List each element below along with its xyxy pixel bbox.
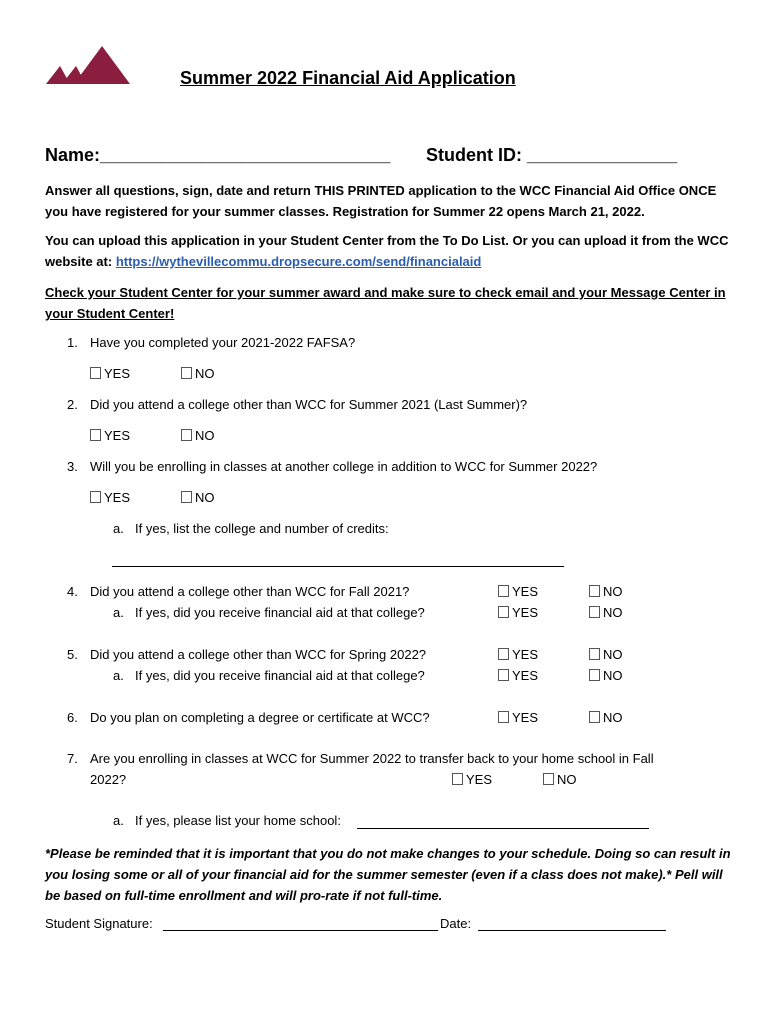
- q4-yes-checkbox[interactable]: YES: [498, 584, 538, 599]
- question-3a: a. If yes, list the college and number of credits:: [113, 521, 389, 536]
- question-6: 6. Do you plan on completing a degree or certificate at WCC?: [67, 710, 430, 725]
- question-2: 2. Did you attend a college other than WCC for Summer 2021 (Last Summer)?: [67, 397, 528, 412]
- student-id-field[interactable]: Student ID: _______________: [426, 145, 678, 165]
- home-school-input-line[interactable]: [357, 814, 649, 829]
- q1-yes-checkbox[interactable]: YES: [90, 366, 130, 381]
- question-3: 3. Will you be enrolling in classes at another college in addition to WCC for Summer 2022?: [67, 459, 598, 474]
- question-4: 4. Did you attend a college other than WCC for Fall 2021?: [67, 584, 410, 599]
- instructions-paragraph: Answer all questions, sign, date and return THIS PRINTED application to the WCC Financial Aid Office ONCE you have registered for your summer classes. Registration for Summer 22 opens March 21, 2022.: [45, 183, 717, 219]
- q3-no-checkbox[interactable]: NO: [181, 490, 215, 505]
- q5a-yes-checkbox[interactable]: YES: [498, 668, 538, 683]
- q6-no-checkbox[interactable]: NO: [589, 710, 623, 725]
- question-4a: a. If yes, did you receive financial aid at that college?: [113, 605, 425, 620]
- q5-yes-checkbox[interactable]: YES: [498, 647, 538, 662]
- student-center-notice: Check your Student Center for your summer award and make sure to check email and your Message Center in your Student Center!: [45, 285, 726, 321]
- reminder-note: *Please be reminded that it is important that you do not make changes to your schedule. Doing so can result in you losing some or all of your financial aid for the summer semester (even if a class does not make).* Pell will be based on full-time enrollment and will pro-rate if not full-time.: [45, 846, 731, 903]
- upload-paragraph: [45, 230, 735, 272]
- q4-no-checkbox[interactable]: NO: [589, 584, 623, 599]
- date-label: Date:: [440, 916, 472, 931]
- q2-yes-checkbox[interactable]: YES: [90, 428, 130, 443]
- q7-no-checkbox[interactable]: NO: [543, 772, 577, 787]
- q4a-no-checkbox[interactable]: NO: [589, 605, 623, 620]
- q4a-yes-checkbox[interactable]: YES: [498, 605, 538, 620]
- date-line[interactable]: [478, 916, 666, 931]
- q5a-no-checkbox[interactable]: NO: [589, 668, 623, 683]
- page-title: Summer 2022 Financial Aid Application: [180, 68, 516, 88]
- q5-no-checkbox[interactable]: NO: [589, 647, 623, 662]
- question-7-continued: 2022?: [90, 772, 127, 787]
- q7-yes-checkbox[interactable]: YES: [452, 772, 492, 787]
- signature-line[interactable]: [163, 916, 438, 931]
- q3a-answer-line[interactable]: [112, 552, 564, 567]
- question-5a: a. If yes, did you receive financial aid at that college?: [113, 668, 425, 683]
- question-7: 7. Are you enrolling in classes at WCC for Summer 2022 to transfer back to your home school in Fall: [67, 751, 654, 766]
- question-7a: a. If yes, please list your home school:: [113, 813, 341, 828]
- upload-text: You can upload this application in your Student Center from the To Do List. Or you can upload it from the WCC website at:: [45, 233, 729, 269]
- q6-yes-checkbox[interactable]: YES: [498, 710, 538, 725]
- q1-no-checkbox[interactable]: NO: [181, 366, 215, 381]
- signature-label: Student Signature:: [45, 916, 153, 931]
- name-field[interactable]: Name:_____________________________: [45, 145, 391, 165]
- q2-no-checkbox[interactable]: NO: [181, 428, 215, 443]
- q3-yes-checkbox[interactable]: YES: [90, 490, 130, 505]
- question-1: 1. Have you completed your 2021-2022 FAFSA?: [67, 335, 356, 350]
- question-5: 5. Did you attend a college other than WCC for Spring 2022?: [67, 647, 427, 662]
- mountain-logo: [44, 44, 132, 88]
- upload-link[interactable]: https://wythevillecommu.dropsecure.com/send/financialaid: [115, 254, 482, 269]
